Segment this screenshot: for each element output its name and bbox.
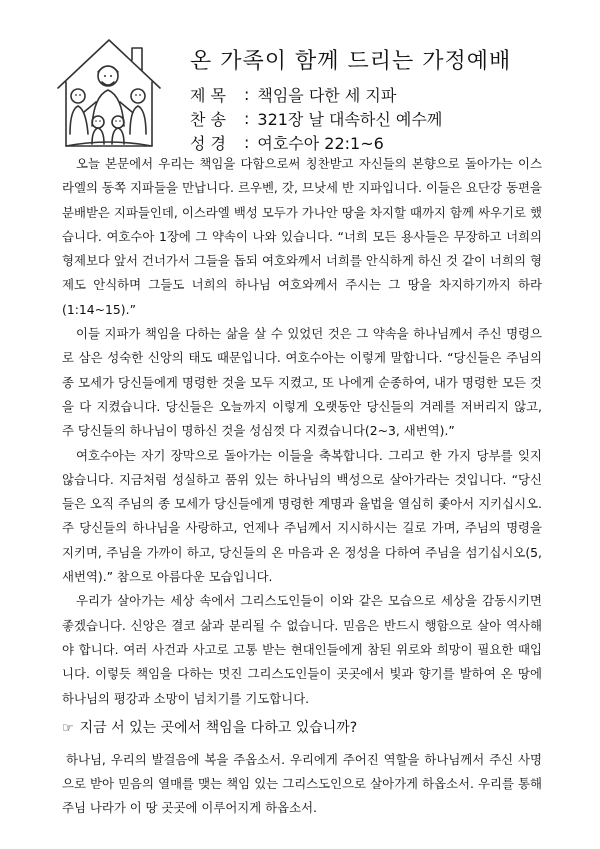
meta-row-subject — [190, 82, 442, 106]
meta-label: 찬 송 — [190, 109, 226, 129]
closing-prayer: 하나님, 우리의 발걸음에 복을 주옵소서. 우리에게 주어진 역할을 하나님께서 주신 사명으로 받아 믿음의 열매를 맺는 책임 있는 그리스도인으로 살아가게 하옵소서. 우리를 통해 주님 나라가 이 땅 곳곳에 이루어지게 하옵소서. — [62, 751, 542, 816]
meta-value: 여호수아 22:1~6 — [257, 133, 384, 153]
question-text: 지금 서 있는 곳에서 책임을 다하고 있습니까? — [79, 719, 358, 736]
sermon-body — [62, 152, 542, 821]
body-paragraph: 여호수아는 자기 장막으로 돌아가는 이들을 축복합니다. 그리고 한 가지 당부를 잊지 않습니다. 지금처럼 성실하고 품위 있는 하나님의 백성으로 살아가라는 것입니다. “당신들은 오직 주님의 종 모세가 당신들에게 명령한 계명과 율법을 열심히 좇아서 지키십시오. 주 당신들의 하나님을 사랑하고, 언제나 주님께서 지시하시는 길로 가며, 주님의 명령을 지키며, 주님을 가까이 하고, 당신들의 온 마음과 온 정성을 다하여 주님을 섬기십시오(5, 새번역).” 참으로 아름다운 모습입니다. — [62, 447, 542, 585]
meta-row-scripture — [190, 130, 442, 154]
meta-row-hymn — [190, 106, 442, 130]
meta-label: 성 경 — [190, 133, 226, 153]
meta-value: 321장 날 대속하신 예수께 — [257, 109, 443, 129]
pointing-hand-icon: ☞ — [62, 720, 74, 736]
reflection-question — [62, 715, 542, 742]
worship-info — [190, 82, 442, 154]
page-title: 온 가족이 함께 드리는 가정예배 — [190, 49, 512, 74]
body-paragraph: 이들 지파가 책임을 다하는 삶을 살 수 있었던 것은 그 약속을 하나님께서 주신 명령으로 삼은 성숙한 신앙의 태도 때문입니다. 여호수아는 이렇게 말합니다. “당신들은 주님의 종 모세가 당신들에게 명령한 것을 모두 지켰고, 또 나에게 순종하여, 내가 명령한 모든 것을 다 지켰습니다. 당신들은 오늘까지 이렇게 오랫동안 당신들의 겨레를 저버리지 않고, 주 당신들의 하나님이 명하신 것을 성심껏 다 지켰습니다(2~3, 새번역).” — [62, 326, 542, 439]
meta-separator: : — [244, 84, 250, 104]
body-paragraph: 우리가 살아가는 세상 속에서 그리스도인들이 이와 같은 모습으로 세상을 감동시키면 좋겠습니다. 신앙은 결코 삶과 분리될 수 없습니다. 믿음은 반드시 행함으로 살아 역사해야 합니다. 여러 사건과 사고로 고통 받는 현대인들에게 참된 위로와 희망이 필요한 때입니다. 이렇듯 책임을 다하는 멋진 그리스도인들이 곳곳에서 빛과 향기를 발하여 온 땅에 하나님의 평강과 소망이 넘치기를 기도합니다. — [62, 593, 542, 706]
meta-label: 제 목 — [190, 85, 226, 105]
meta-separator: : — [244, 132, 250, 152]
body-paragraph: 오늘 본문에서 우리는 책임을 다함으로써 칭찬받고 자신들의 본향으로 돌아가는 이스라엘의 동쪽 지파들을 만납니다. 르우벤, 갓, 므낫세 반 지파입니다. 이들은 요단강 동편을 분배받은 지파들인데, 이스라엘 백성 모두가 가나안 땅을 차지할 때까지 함께 싸우기로 했습니다. 여호수아 1장에 그 약속이 나와 있습니다. “너희 모든 용사들은 무장하고 너희의 형제보다 앞서 건너가서 그들을 돕되 여호와께서 너희를 안식하게 하신 것 같이 너희의 형제도 안식하며 그들도 너희의 하나님 여호와께서 주시는 그 땅을 차지하기까지 하라(1:14~15).” — [62, 156, 542, 317]
meta-separator: : — [244, 108, 250, 128]
meta-value: 책임을 다한 세 지파 — [257, 85, 397, 105]
family-house-logo-icon — [48, 30, 170, 154]
